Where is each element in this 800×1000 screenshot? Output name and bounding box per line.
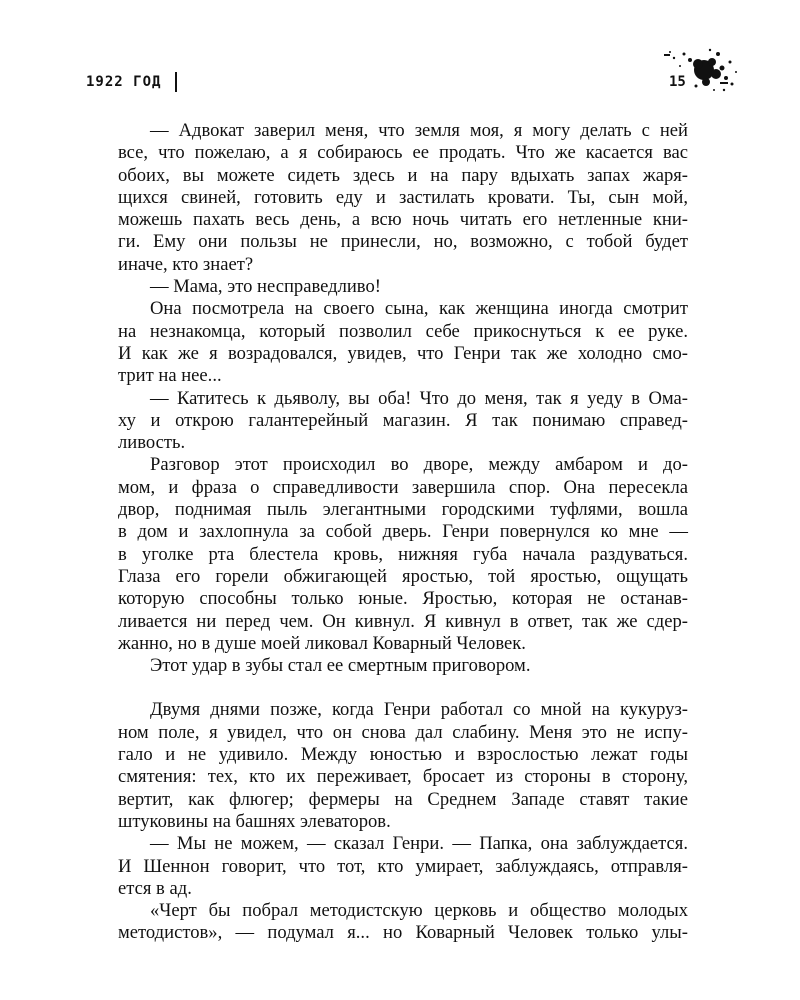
- paragraph: [118, 120, 688, 276]
- text-line: жанно, но в душе моей ликовал Коварный Человек.: [118, 632, 526, 654]
- text-line: ется в ад.: [118, 877, 192, 899]
- text-line: иначе, кто знает?: [118, 253, 254, 275]
- text-line: все, что пожелаю, а я собираюсь ее продать. Что же касается вас: [118, 142, 688, 164]
- paragraph: [118, 276, 688, 298]
- text-line: — Мама, это несправедливо!: [150, 276, 381, 298]
- paragraph: [118, 454, 688, 655]
- text-line: гало и не удивило. Между юностью и взрослостью лежат годы: [118, 744, 688, 766]
- paragraph: [118, 655, 688, 677]
- text-line: ном поле, я увидел, что он снова дал слабину. Меня это не испу-: [118, 721, 688, 743]
- text-line: Она посмотрела на своего сына, как женщина иногда смотрит: [150, 298, 688, 320]
- text-line: в уголке рта блестела кровь, нижняя губа начала раздуваться.: [118, 543, 688, 565]
- text-line: можешь пахать весь день, а всю ночь читать его нетленные кни-: [118, 209, 688, 231]
- paragraph: [118, 699, 688, 833]
- text-line: «Черт бы побрал методистскую церковь и общество молодых: [150, 900, 688, 922]
- text-line: которую способны только юные. Яростью, которая не останав-: [118, 588, 688, 610]
- text-line: — Адвокат заверил меня, что земля моя, я могу делать с ней: [150, 120, 688, 141]
- paragraph: [118, 833, 688, 900]
- text-line: И Шеннон говорит, что тот, кто умирает, заблуждаясь, отправля-: [118, 855, 688, 877]
- text-line: ливается ни перед чем. Он кивнул. Я кивнул в ответ, так же сдер-: [118, 610, 688, 632]
- text-line: Разговор этот происходил во дворе, между амбаром и до-: [150, 454, 688, 476]
- text-line: смятения: тех, кто их переживает, бросает из стороны в сторону,: [118, 766, 688, 788]
- text-line: ливость.: [118, 432, 186, 454]
- text-line: — Мы не можем, — сказал Генри. — Папка, она заблуждается.: [150, 833, 688, 855]
- text-line: щихся свиней, готовить еду и застилать кровати. Ты, сын мой,: [118, 186, 688, 208]
- text-line: штуковины на башнях элеваторов.: [118, 810, 391, 832]
- text-line: — Катитесь к дьяволу, вы оба! Что до меня, так я уеду в Ома-: [150, 387, 688, 409]
- text-line: Двумя днями позже, когда Генри работал со мной на кукуруз-: [150, 699, 688, 721]
- running-title: 1922 ГОД: [86, 74, 162, 90]
- text-line: Глаза его горели обжигающей яростью, той яростью, ощущать: [118, 565, 688, 587]
- text-line: И как же я возрадовался, увидев, что Генри так же холодно смо-: [118, 342, 688, 364]
- text-line: ху и открою галантерейный магазин. Я так понимаю справед-: [118, 409, 688, 431]
- section-break: [118, 677, 688, 699]
- paragraph: [118, 298, 688, 387]
- text-line: на незнакомца, который позволил себе прикоснуться к ее руке.: [118, 320, 688, 342]
- text-line: обоих, вы можете сидеть здесь и на пару вдыхать запах жаря-: [118, 164, 688, 186]
- running-head: [86, 72, 177, 92]
- text-line: вертит, как флюгер; фермеры на Среднем Западе ставят такие: [118, 788, 688, 810]
- page-number-ornament: [660, 40, 740, 100]
- paragraph: [118, 388, 688, 455]
- text-line: ги. Ему они пользы не принесли, но, возможно, с тобой будет: [118, 231, 688, 253]
- page-number: 15: [669, 74, 686, 90]
- text-line: трит на нее...: [118, 365, 222, 387]
- body-text: [118, 120, 688, 945]
- text-line: двор, поднимая пыль элегантными городскими туфлями, вошла: [118, 499, 688, 521]
- text-line: мом, и фраза о справедливости завершила спор. Она пересекла: [118, 476, 688, 498]
- ink-splatter-icon: [660, 40, 740, 100]
- text-line: в дом и захлопнула за собой дверь. Генри повернулся ко мне —: [118, 521, 688, 543]
- text-line: Этот удар в зубы стал ее смертным приговором.: [150, 655, 531, 677]
- paragraph: [118, 900, 688, 945]
- header-divider: [175, 72, 177, 92]
- text-line: методистов», — подумал я... но Коварный Человек только улы-: [118, 922, 688, 944]
